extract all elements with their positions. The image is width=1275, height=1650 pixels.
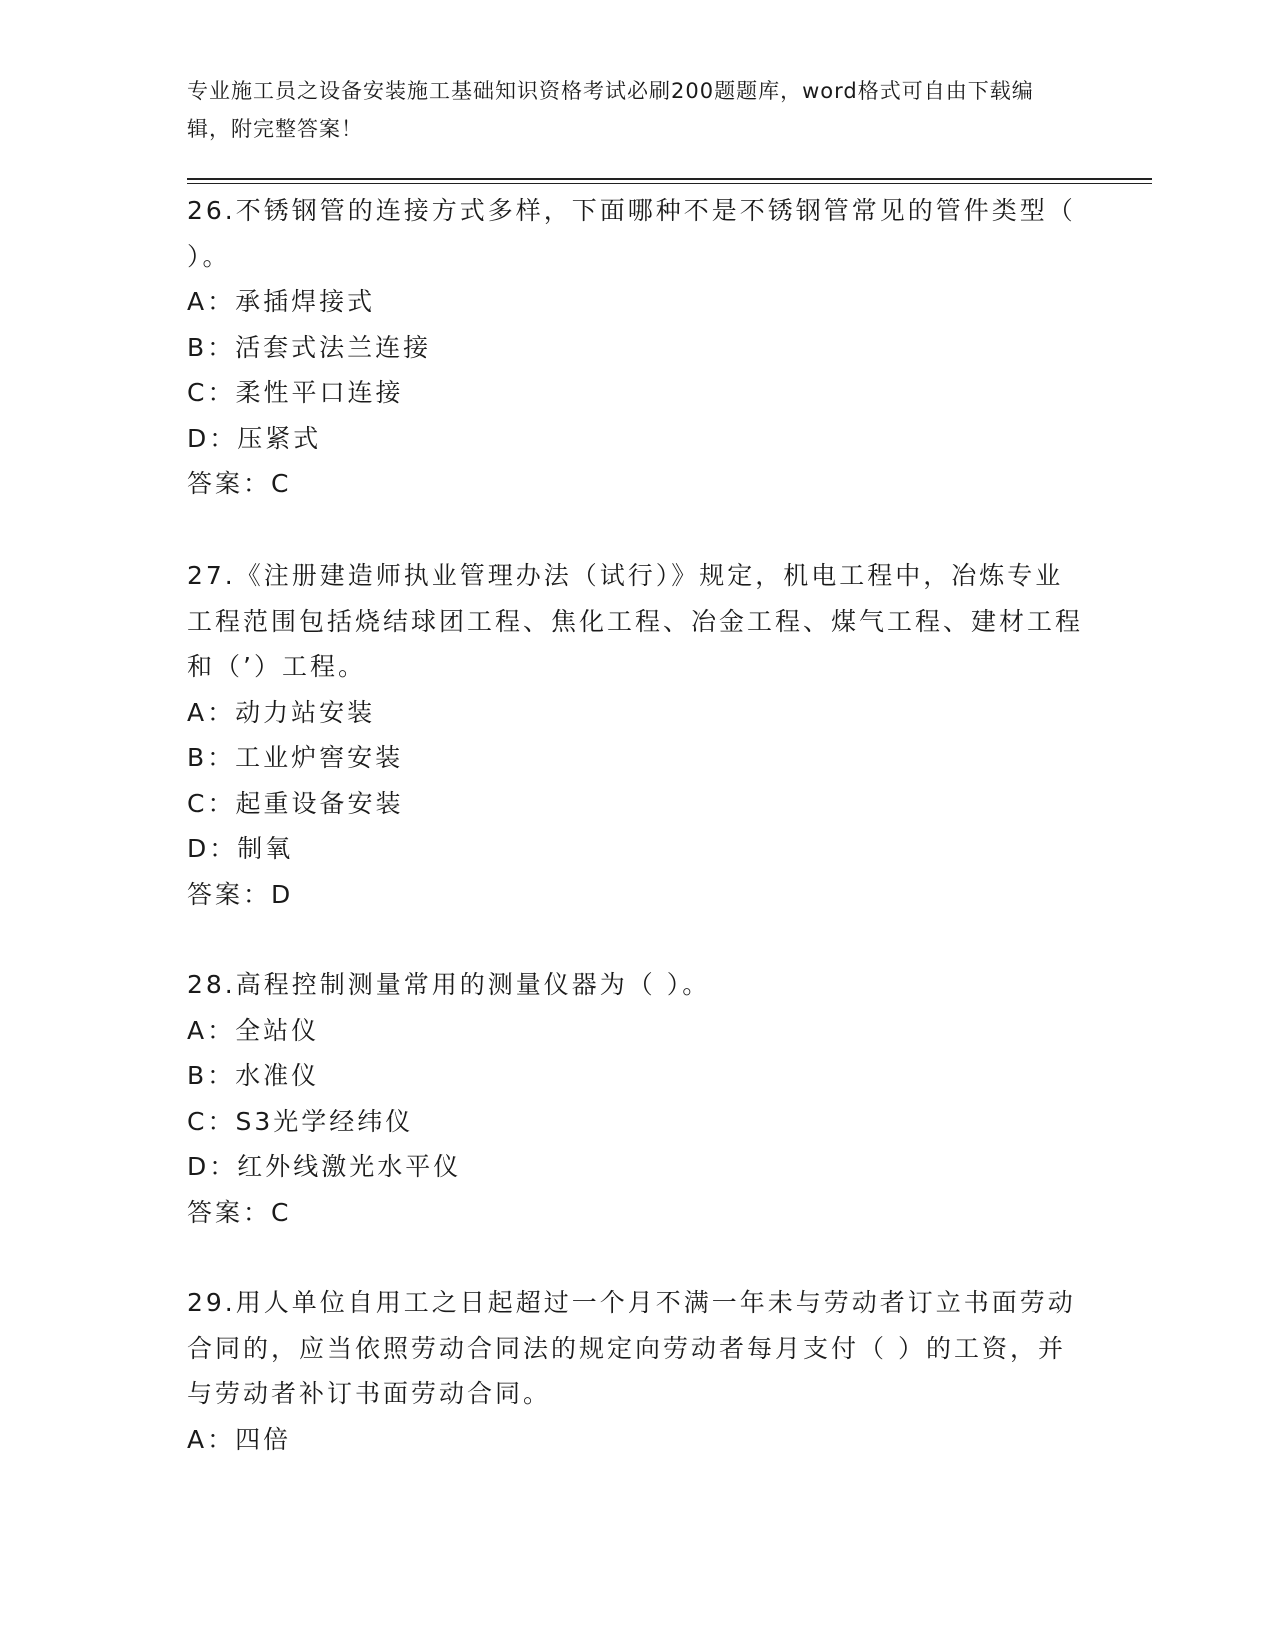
answer: 答案：D	[187, 879, 294, 909]
option-d: D：压紧式	[187, 423, 322, 453]
question-stem: 26.不锈钢管的连接方式多样，下面哪种不是不锈钢管常见的管件类型（ ）。	[187, 196, 1076, 271]
question-stem: 28.高程控制测量常用的测量仪器为（ ）。	[187, 970, 711, 999]
question-26	[187, 188, 1087, 507]
answer: 答案：C	[187, 469, 292, 498]
option-d: D：红外线激光水平仪	[187, 1152, 462, 1181]
option-c: C：起重设备安装	[187, 788, 404, 818]
question-stem: 27.《注册建造师执业管理办法（试行）》规定，机电工程中，冶炼专业工程范围包括烧结球团工程、焦化工程、冶金工程、煤气工程、建材工程和（’）工程。	[187, 561, 1084, 681]
question-27	[187, 553, 1087, 917]
option-a: A：承插焊接式	[187, 287, 376, 316]
option-b: B：工业炉窖安装	[187, 743, 404, 772]
option-b: B：活套式法兰连接	[187, 332, 432, 362]
question-29	[187, 1280, 1087, 1462]
document-header: 专业施工员之设备安装施工基础知识资格考试必刷200题题库，word格式可自由下载编辑，附完整答案！	[187, 79, 1034, 141]
option-a: A：四倍	[187, 1424, 292, 1454]
option-a: A：全站仪	[187, 1015, 320, 1045]
option-d: D：制氧	[187, 834, 294, 863]
option-c: C：S3光学经纬仪	[187, 1106, 414, 1136]
header-rule-thick	[187, 178, 1152, 180]
answer: 答案：C	[187, 1197, 292, 1227]
question-stem: 29.用人单位自用工之日起超过一个月不满一年未与劳动者订立书面劳动合同的，应当依照劳动合同法的规定向劳动者每月支付（ ）的工资，并与劳动者补订书面劳动合同。	[187, 1288, 1076, 1408]
option-c: C：柔性平口连接	[187, 378, 404, 407]
option-a: A：动力站安装	[187, 697, 376, 727]
question-28	[187, 962, 1087, 1235]
option-b: B：水准仪	[187, 1061, 320, 1090]
header-rule-thin	[187, 183, 1152, 184]
